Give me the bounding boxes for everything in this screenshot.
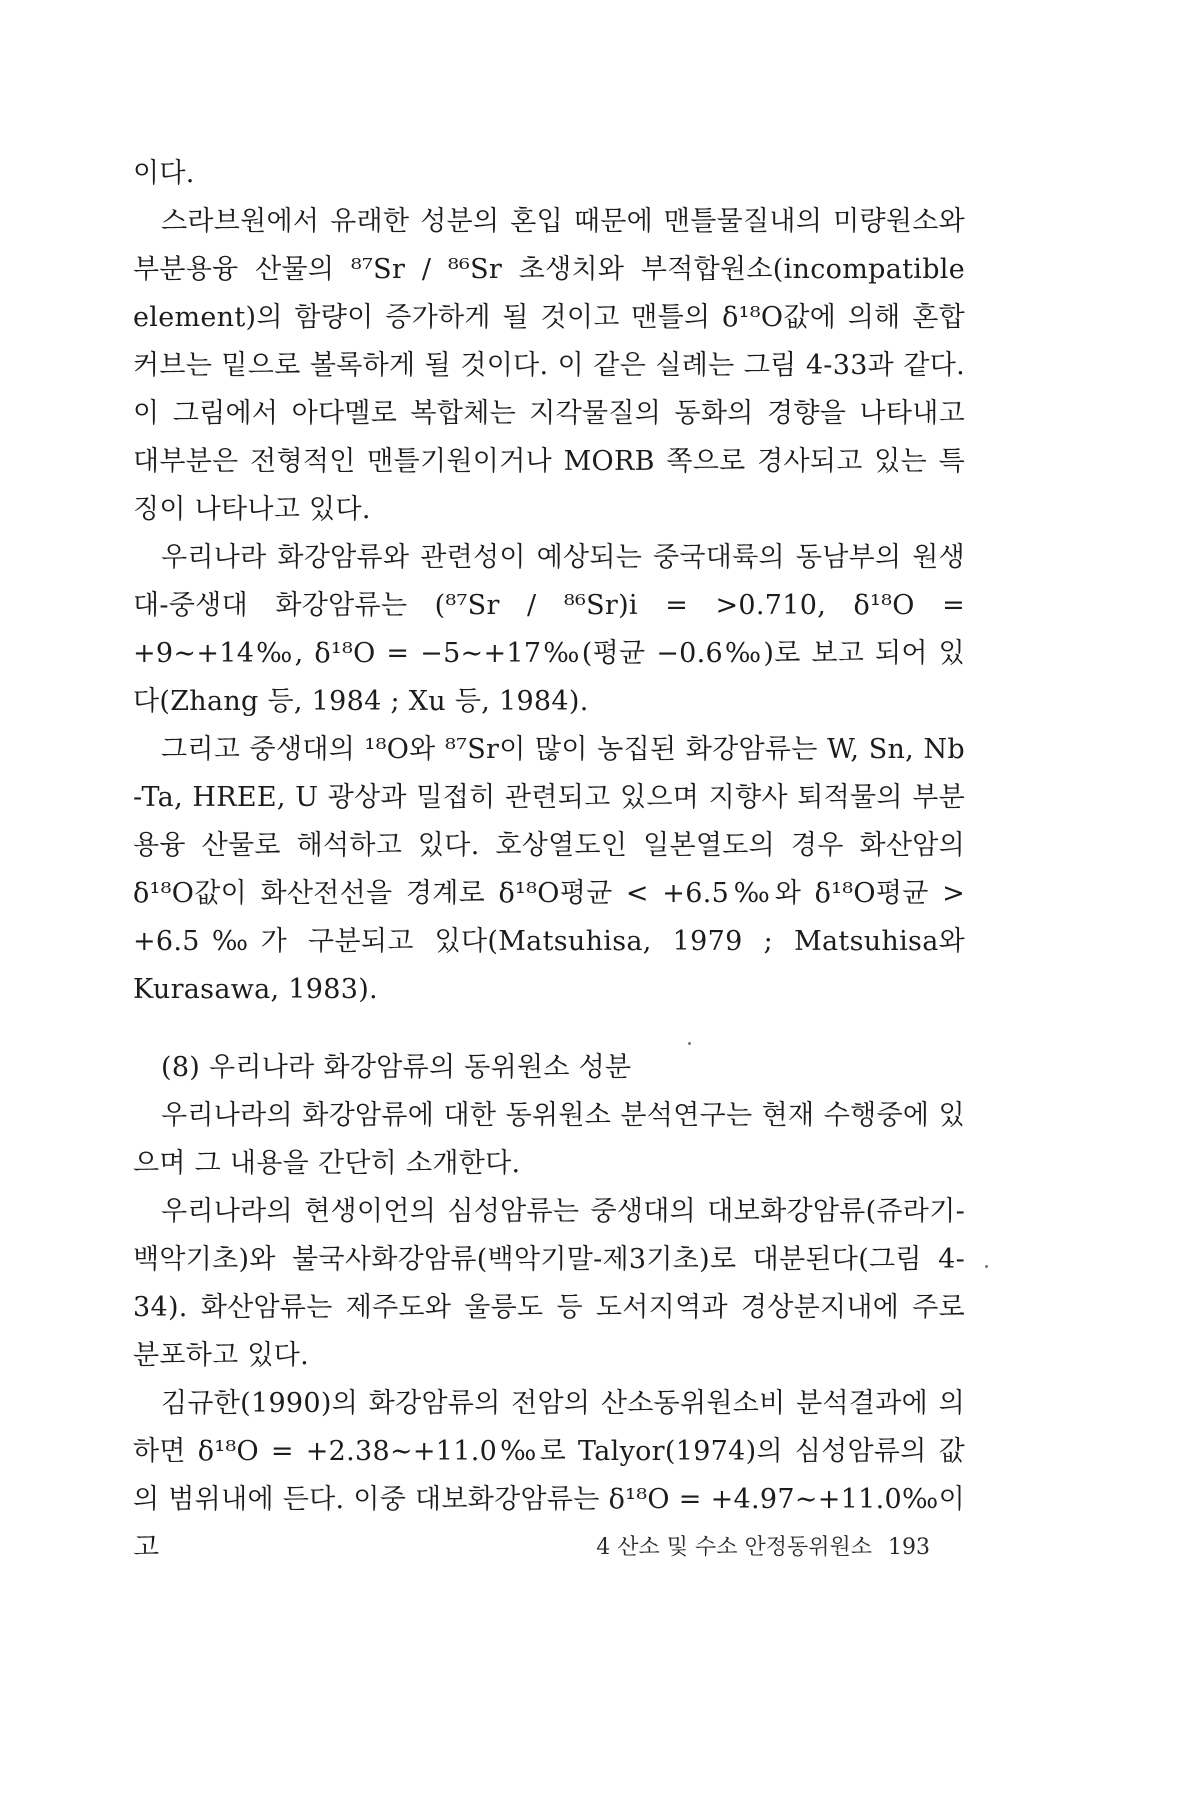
running-title: 4 산소 및 수소 안정동위원소 (596, 1535, 872, 1560)
paragraph-mesozoic-granites: 그리고 중생대의 ¹⁸O와 ⁸⁷Sr이 많이 농집된 화강암류는 W, Sn, Nb -Ta, HREE, U 광상과 밀접히 관련되고 있으며 지향사 퇴적물의 부분용융 산물로 해석하고 있다. 호상열도인 일본열도의 경우 화산암의 δ¹⁸O값이 화산전선을 경계로 δ¹⁸O평균 < +6.5‰와 δ¹⁸O평균 > +6.5‰가 구분되고 있다(Matsuhisa, 1979 ; Matsuhisa와 Kurasawa, 1983). (133, 734, 965, 1005)
scan-speck (985, 1265, 988, 1268)
paragraph-slab-mixing: 스라브원에서 유래한 성분의 혼입 때문에 맨틀물질내의 미량원소와 부분용융 산물의 ⁸⁷Sr / ⁸⁶Sr 초생치와 부적합원소(incompatible element)의 함량이 증가하게 될 것이고 맨틀의 δ¹⁸O값에 의해 혼합커브는 밑으로 볼록하게 될 것이다. 이 같은 실례는 그림 4-33과 같다. 이 그림에서 아다멜로 복합체는 지각물질의 동화의 경향을 나타내고 대부분은 전형적인 맨틀기원이거나 MORB 쪽으로 경사되고 있는 특징이 나타나고 있다. (133, 206, 965, 525)
paragraph-china-granites: 우리나라 화강암류와 관련성이 예상되는 중국대륙의 동남부의 원생대-중생대 화강암류는 (⁸⁷Sr / ⁸⁶Sr)i = >0.710, δ¹⁸O = +9∼+14‰, δ¹⁸O = −5∼+17‰(평균 −0.6‰)로 보고 되어 있다(Zhang 등, 1984 ; Xu 등, 1984). (133, 542, 965, 717)
section-heading: (8) 우리나라 화강암류의 동위원소 성분 (161, 1052, 632, 1083)
paragraph-korea-research: 우리나라의 화강암류에 대한 동위원소 분석연구는 현재 수행중에 있으며 그 내용을 간단히 소개한다. (133, 1100, 965, 1179)
page-footer (596, 1530, 930, 1561)
page-number: 193 (888, 1535, 930, 1560)
scan-speck (688, 1042, 691, 1045)
paragraph-continuation: 이다. (133, 158, 195, 189)
paragraph-kim-results: 김규한(1990)의 화강암류의 전암의 산소동위원소비 분석결과에 의하면 δ¹⁸O = +2.38∼+11.0‰로 Talyor(1974)의 심성암류의 값의 범위내에 든다. 이중 대보화강암류는 δ¹⁸O = +4.97∼+11.0‰이고 (133, 1388, 965, 1563)
paragraph-korea-plutonic: 우리나라의 현생이언의 심성암류는 중생대의 대보화강암류(쥬라기-백악기초)와 불국사화강암류(백악기말-제3기초)로 대분된다(그림 4-34). 화산암류는 제주도와 울릉도 등 도서지역과 경상분지내에 주로 분포하고 있다. (133, 1196, 965, 1371)
body-text (133, 150, 965, 1572)
